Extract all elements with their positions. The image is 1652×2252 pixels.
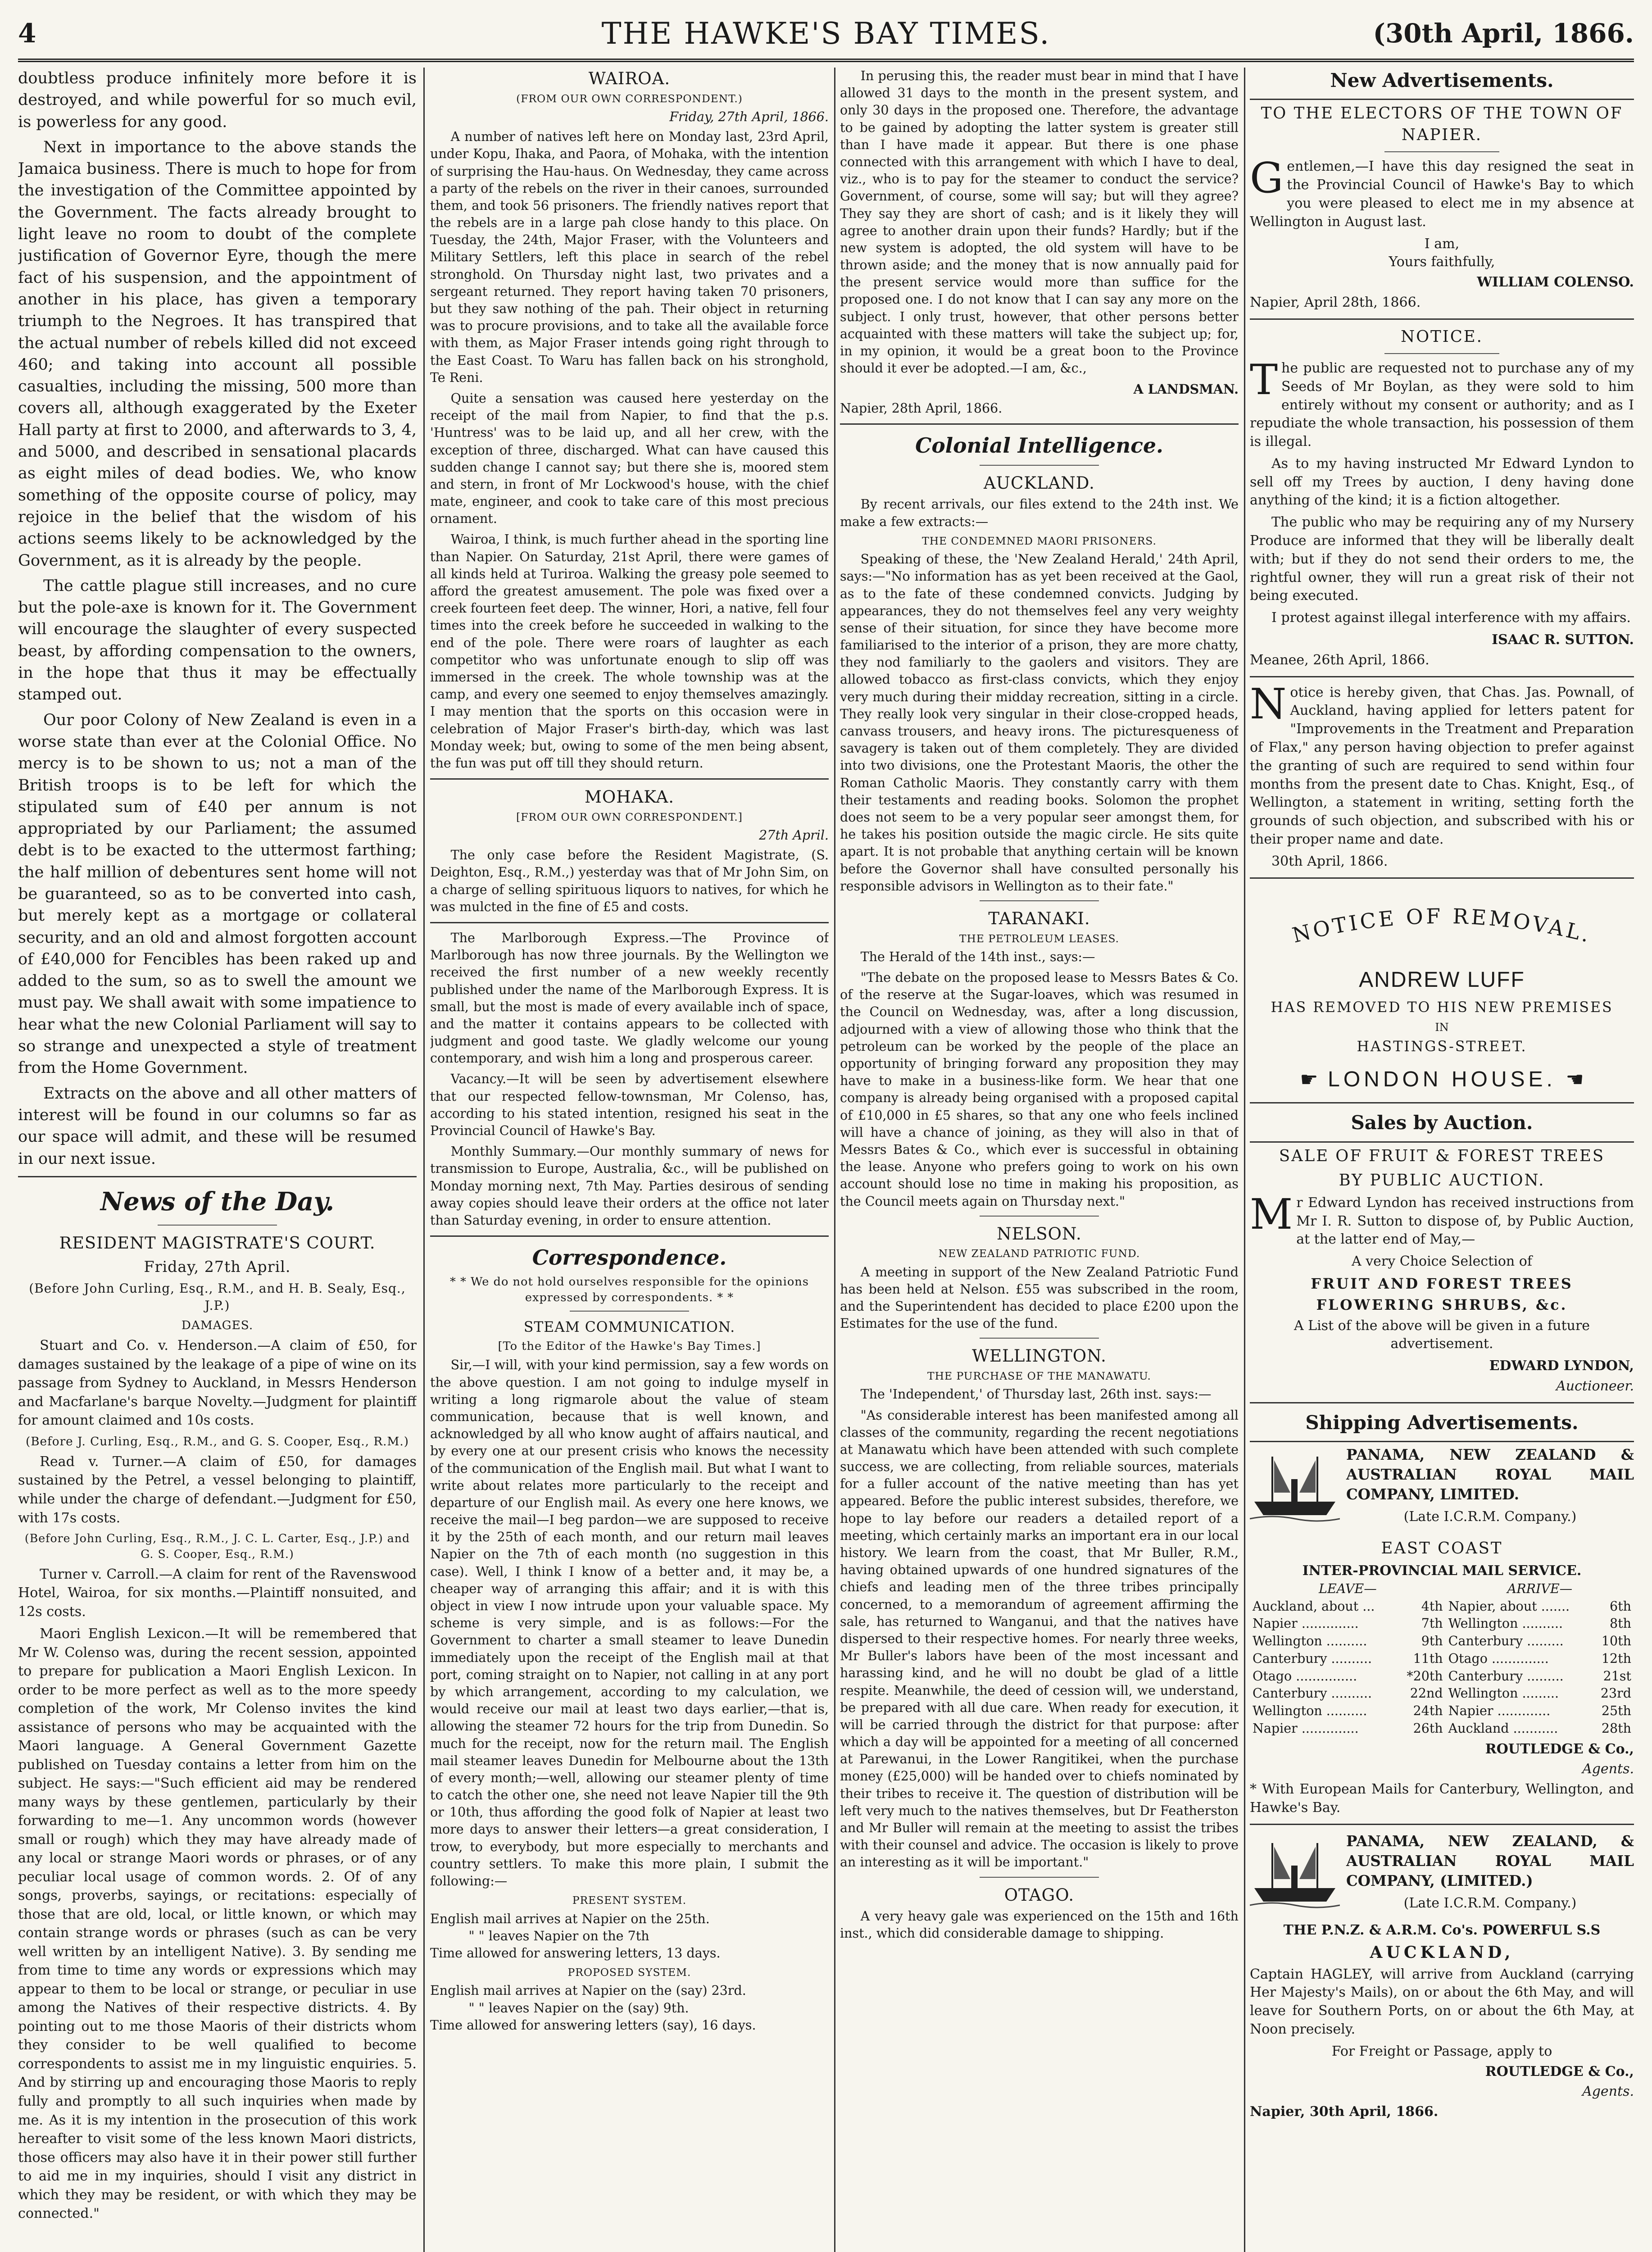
removal-heading: NOTICE OF REMOVAL. [1289, 904, 1595, 948]
removal-ad [1250, 885, 1634, 1094]
column-1 [18, 68, 417, 2252]
divider [980, 1216, 1099, 1217]
schedule-row [1250, 1703, 1634, 1720]
taranaki-heading: TARANAKI. [988, 908, 1090, 928]
nelson-subheading: NEW ZEALAND PATRIOTIC FUND. [938, 1247, 1140, 1260]
schedule-day: 11th [1413, 1651, 1443, 1666]
luff-in: IN [1435, 1021, 1449, 1034]
wairoa-date: Friday, 27th April, 1866. [669, 109, 829, 124]
article-paragraph: "The debate on the proposed lease to Messrs Bates & Co. of the reserve at the Sugar-loaves, which was resumed in the Council on Wednesday, was, after a long discussion, adjourned with a view of allowing those who think that the petroleum can be worked by the people of the place an opportunity of bringing forward any proposition they may have to make in a business-like form. We hear that one company is already being organised with a proposed capital of £10,000 in £5 shares, so that any one who feels inclined will have a chance of joining, as they will also in that of Messrs Bates & Co., which ever is successful in obtaining the lease. Anyone who prefers going to work on his own account should lose no time in making his proposition, as the Council meets again on Thursday next." [840, 970, 1239, 1209]
luff-line: HAS REMOVED TO HIS NEW PREMISES [1271, 999, 1613, 1016]
section-rule [430, 778, 829, 780]
luff-name: ANDREW LUFF [1359, 967, 1525, 992]
schedule-day: 22nd [1410, 1686, 1443, 1701]
company-former: (Late I.C.R.M. Company.) [1403, 1895, 1577, 1911]
company-former: (Late I.C.R.M. Company.) [1403, 1509, 1577, 1525]
divider [980, 900, 1099, 901]
schedule-port: Auckland, about ... [1253, 1598, 1375, 1614]
schedule-port: Napier .............. [1253, 1721, 1359, 1736]
sales-heading: Sales by Auction. [1351, 1112, 1533, 1134]
fruit-sale-heading: SALE OF FRUIT & FOREST TREES [1279, 1146, 1605, 1165]
ad-line: A very Choice Selection of [1352, 1253, 1532, 1270]
article-paragraph: doubtless produce infinitely more before it is destroyed, and while powerful for so much evil, is powerless for any good. [18, 69, 417, 131]
ad-date: 30th April, 1866. [1271, 853, 1388, 869]
schedule-day: 12th [1601, 1651, 1631, 1666]
column-2 [430, 68, 829, 2252]
schedule-port: Canterbury ......... [1448, 1668, 1564, 1684]
column-4 [1250, 68, 1634, 2252]
schedule-day: 10th [1601, 1634, 1631, 1649]
schedule-port: Canterbury ......... [1448, 1634, 1564, 1649]
present-system-heading: PRESENT SYSTEM. [572, 1894, 687, 1907]
court-bench: (Before J. Curling, Esq., R.M., and G. S. Cooper, Esq., R.M.) [26, 1435, 409, 1448]
schedule-day: 23rd [1600, 1686, 1631, 1701]
service-heading: INTER-PROVINCIAL MAIL SERVICE. [1302, 1563, 1582, 1579]
shipping-heading: Shipping Advertisements. [1305, 1411, 1579, 1434]
present-system-line: " " leaves Napier on the 7th [468, 1928, 649, 1943]
ad-emphasis: FLOWERING SHRUBS, &c. [1316, 1296, 1568, 1313]
agent-role: Agents. [1582, 1761, 1634, 1777]
article-paragraph: The Herald of the 14th inst., says:— [860, 949, 1095, 964]
ad-emphasis: FRUIT AND FOREST TREES [1311, 1276, 1573, 1293]
schedule-day: 25th [1601, 1703, 1631, 1719]
section-rule [1250, 318, 1634, 320]
steamship-icon [1250, 1834, 1340, 1911]
section-rule [430, 1235, 829, 1237]
steamship-icon [1250, 1448, 1340, 1524]
ad-paragraph: The public are requested not to purchase any of my Seeds of Mr Boylan, as they were sold to him entirely without my consent or authority; and as I repudiate the whole transaction, his possession of them is illegal. [1250, 355, 1634, 450]
schedule-row [1250, 1685, 1634, 1703]
column-3 [840, 68, 1239, 2252]
company-name: PANAMA, NEW ZEALAND & AUSTRALIAN ROYAL MAIL COMPANY, LIMITED. [1346, 1446, 1634, 1503]
article-paragraph: A number of natives left here on Monday last, 23rd April, under Kopu, Ihaka, and Paora, of Mohaka, with the intention of surprising the Hau-haus. On Wednesday, they came across a party of the rebels on the river in their canoes, surrounded them, and took 56 prisoners. The friendly natives report that the rebels are in a large pah close handy to this place. On Tuesday, the 24th, Major Fraser, with the Volunteers and Military Settlers, left this place in search of the rebel stronghold. On Thursday night last, two privates and a sergeant returned. They report having taken 70 prisoners, but they saw nothing of the pah. Their object in returning was to procure provisions, and to take all the available force with them, as Major Fraser intends going right through to the East Coast. To Waru has fallen back on his stronghold, Te Reni. [430, 129, 829, 385]
ad-line: A List of the above will be given in a future advertisement. [1293, 1317, 1590, 1352]
schedule-row [1250, 1668, 1634, 1685]
letter-paragraph: Sir,—I will, with your kind permission, say a few words on the above question. I am not going to indulge myself in writing a long rigmarole about the value of steam communication, because that is well known, and acknowledged by all who know aught of affairs nautical, and by every one at our present crisis who knows the necessity of the communication of the English mail. But what I want to write about relates more particularly to the receipt and departure of our English mail. As every one here knows, we receive the mail—I beg pardon—we are supposed to receive it by the 25th of each month, and our return mail leaves Napier on the 7th of each month (no suggestion in this case). Well, I think I know of a better and, it may be, a cheaper way of arranging this affair; and it is with this object in view I now intrude upon your valuable space. My scheme is very simple, and is as follows:—For the Government to charter a small steamer to leave Dunedin immediately upon the receipt of the English mail at that port, coming straight on to Napier, not calling in at any port by which arrangement, according to my calculation, we would receive our mail at least two days earlier,—that is, allowing the steamer 72 hours for the trip from Dunedin. So much for the receipt, now for the return mail. The English mail steamer leaves Dunedin for Melbourne about the 13th of every month;—well, allowing our steamer plenty of time to catch the other one, she need not leave Napier till the 9th or 10th, thus affording the good folk of Napier at least two more days to answer their letters—a great consideration, I trow, to everybody, but more especially to merchants and country settlers. To make this more plain, I submit the following:— [430, 1358, 829, 1889]
ad-paragraph: Mr Edward Lyndon has received instructions from Mr I. R. Sutton to dispose of, by Public Auction, at the latter end of May,— [1250, 1190, 1634, 1248]
schedule-row [1250, 1633, 1634, 1650]
ad-line: For Freight or Passage, apply to [1331, 2043, 1552, 2059]
ad-line: Yours faithfully, [1389, 254, 1495, 270]
court-case: Turner v. Carroll.—A claim for rent of the Ravenswood Hotel, Wairoa, for six months.—Plaintiff nonsuited, and 12s costs. [18, 1566, 417, 1620]
wellington-subheading: THE PURCHASE OF THE MANAWATU. [927, 1370, 1151, 1383]
leave-header: LEAVE— [1318, 1581, 1377, 1596]
taranaki-subheading: THE PETROLEUM LEASES. [959, 932, 1120, 945]
schedule-port: Wellington ......... [1448, 1686, 1559, 1701]
schedule-header-row [1250, 1580, 1634, 1598]
ad-footnote: * With European Mails for Canterbury, Wellington, and Hawke's Bay. [1250, 1781, 1634, 1816]
schedule-row [1250, 1720, 1634, 1738]
mohaka-byline: [FROM OUR OWN CORRESPONDENT.] [516, 810, 743, 823]
column-divider [834, 68, 835, 2252]
divider [158, 1225, 277, 1226]
letter-paragraph: In perusing this, the reader must bear in mind that I have allowed 31 days to the month in the present system, and only 30 days in the proposed one. Therefore, the advantage to be gained by adopting the latter system is greater still than I have made it appear. But there is one phase connected with this arrangement with which I have to deal, viz., who is to pay for the steamer to conduct the service? Government, of course, some will say; but will they agree? They say they are short of cash; and is it likely they will agree to another drain upon their funds? Hardly; but if the new system is adopted, the old system will have to be thrown aside; and the money that is now annually paid for the present service would more than suffice for the proposed one. I do not know that I can say any more on the subject. I only trust, however, that other persons better acquainted with these matters will take the subject up; for, in my opinion, it would be a great boon to the Province should it ever be adopted.—I am, &c., [840, 68, 1239, 376]
ad-signature: ISAAC R. SUTTON. [1492, 632, 1634, 648]
court-heading: RESIDENT MAGISTRATE'S COURT. [59, 1233, 376, 1253]
schedule-port: Napier, about ....... [1448, 1598, 1570, 1614]
steam-to-editor: [To the Editor of the Hawke's Bay Times.] [498, 1339, 761, 1353]
nelson-heading: NELSON. [997, 1224, 1082, 1244]
colonial-intelligence-heading: Colonial Intelligence. [915, 433, 1163, 458]
luff-street: HASTINGS-STREET. [1357, 1039, 1527, 1055]
court-case: Stuart and Co. v. Henderson.—A claim of £50, for damages sustained by the leakage of a pipe of wine on its passage from Sydney to Auckland, in Messrs Henderson and Macfarlane's barque Novelty.—Judgment for plaintiff for amount claimed and 10s costs. [18, 1338, 417, 1429]
newspaper-title: THE HAWKE'S BAY TIMES. [601, 16, 1051, 51]
section-rule [18, 1176, 417, 1177]
news-item: Monthly Summary.—Our monthly summary of news for transmission to Europe, Australia, &c., will be published on Monday morning next, 7th May. Parties desirous of sending away copies should leave their orders at the office not later than Saturday evening, in order to ensure attention. [430, 1144, 829, 1228]
ad-paragraph: Captain HAGLEY, will arrive from Auckland (carrying Her Majesty's Mails), on or about the 6th May, and will leave for Southern Ports, on or about the 6th May, at Noon precisely. [1250, 1966, 1634, 2037]
article-paragraph: The only case before the Resident Magistrate, (S. Deighton, Esq., R.M.,) yesterday was that of Mr John Sim, on a charge of selling spirituous liquors to natives, for which he was mulcted in the fine of £5 and costs. [430, 848, 829, 914]
ad-date: Napier, 30th April, 1866. [1250, 2104, 1439, 2120]
svg-text:NOTICE OF REMOVAL. [1289, 904, 1594, 947]
damages-subheading: DAMAGES. [181, 1318, 254, 1332]
agent-name: ROUTLEDGE & Co., [1485, 1741, 1634, 1757]
page-number: 4 [18, 18, 36, 49]
panama-ad-2 [1250, 1831, 1634, 1921]
section-rule [1250, 1141, 1634, 1143]
arrive-header: ARRIVE— [1507, 1581, 1573, 1596]
agent-role: Agents. [1582, 2084, 1634, 2100]
schedule-day: 21st [1603, 1668, 1631, 1684]
article-paragraph: Our poor Colony of New Zealand is even in a worse state than ever at the Colonial Office. No mercy is to be shown to us; not a man of the British troops is to be left for which the stipulated sum of £40 per annum is not appropriated by our Parliament; the assumed debt is to be exacted to the uttermost farthing; the half million of debentures sent home will not be guaranteed, so as to be converted into cash, but merely kept as a mortgage or collateral security, and an old and almost forgotten account of £40,000 for Fencibles has been raked up and added to the sum, so as to swell the amount we must pay. We shall await with some impatience to hear what the new Colonial Parliament will say to so strange and unexpected a style of treatment from the Home Government. [18, 711, 417, 1077]
lexicon-item: Maori English Lexicon.—It will be remembered that Mr W. Colenso was, during the recent session, appointed to prepare for publication a Maori English Lexicon. In order to be more perfect as well as to the more speedy completion of the work, Mr Colenso invites the kind assistance of persons who may be acquainted with the Maori language. A General Government Gazette published on Tuesday contains a letter from him on the subject. He says:—"Such efficient aid may be rendered many ways by these gentlemen, particularly by their forwarding to me—1. Any uncommon words (however small or rough) which they may have already made of any local or strange Maori words or phrases, or of any peculiar local usage of common words. 2. Of of any songs, proverbs, sayings, or recitations: especially of those that are old, local, or little known, or which may contain strange words or phrases (such as can be very well written by an intelligent Native). 3. By sending me from time to time any words or expressions which may appear to them to be local or strange, or peculiar in use among the Natives of their respective districts. 4. By pointing out to me those Maoris of their districts whom they consider to be well qualified to become correspondents to assist me in my linguistic enquiries. 5. And by stirring up and encouraging those Maoris to reply fully and promptly to all such inquiries when made by me. As it is my intention in the prosecution of this work hereafter to visit some of the less known Maori districts, those officers may also have it in their power still further to aid me in my inquiries, should I visit any district in which they may be resident, or with which they may be connected." [18, 1626, 417, 2222]
schedule-port: Auckland ........... [1448, 1721, 1558, 1736]
hand-pointer-icon: ☚ [1566, 1067, 1584, 1092]
schedule-port: Napier .............. [1253, 1616, 1359, 1631]
news-item: Vacancy.—It will be seen by advertisement elsewhere that our respected fellow-townsman, Mr Colenso, has, according to his stated intention, resigned his seat in the Provincial Council of Hawke's Bay. [430, 1072, 829, 1139]
ad-paragraph: As to my having instructed Mr Edward Lyndon to sell off my Trees by auction, I deny having done anything of the kind; it is a fiction altogether. [1250, 455, 1634, 509]
masthead-rule [18, 59, 1634, 62]
schedule-day: 24th [1413, 1703, 1443, 1719]
proposed-system-heading: PROPOSED SYSTEM. [567, 1966, 691, 1979]
section-rule [1250, 1441, 1634, 1442]
section-rule [1250, 877, 1634, 879]
article-paragraph: Speaking of these, the 'New Zealand Herald,' 24th April, says:—"No information has as yet been received at the Gaol, as to the fate of these condemned convicts. Judging by appearances, they do not themselves feel any very weighty sense of their situation, for since they have become more familiarised to the interior of a prison, they are more chatty, they nod familiarly to the gaolers and visitors. They are allowed tobacco as first-class convicts, which they enjoy very much during their midday recreation, sitting in a circle. They really look very singular in their close-cropped heads, canvass trousers, and heavy irons. The picturesqueness of savagery is taken out of them completely. They are divided into two divisions, one the Protestant Maoris, the other the Roman Catholic Maoris. They constantly carry with them their testaments and reading books. Solomon the prophet does not seem to be a very popular seer amongst them, for he takes his position outside the magic circle. He sits quite apart. It is not probable that anything certain will be known before the Governor shall have consulted personally his responsible advisors in Wellington as to their fate." [840, 552, 1239, 894]
schedule-row [1250, 1615, 1634, 1633]
divider [980, 465, 1099, 466]
article-paragraph: Quite a sensation was caused here yesterday on the receipt of the mail from Napier, to find that the p.s. 'Huntress' was to be laid up, and all her crew, with the exception of three, discharged. What can have caused this sudden change I cannot say; but there she is, moored stem and stern, in front of Mr Lockwood's house, with the chief mate, engineer, and cook to take care of this most precious ornament. [430, 390, 829, 527]
schedule-day: 4th [1421, 1598, 1443, 1614]
schedule-row [1250, 1650, 1634, 1668]
ad-paragraph: I protest against illegal interference with my affairs. [1271, 610, 1631, 626]
schedule-day: *20th [1407, 1668, 1443, 1684]
otago-heading: OTAGO. [1004, 1885, 1075, 1905]
schedule-port: Otago .............. [1448, 1651, 1549, 1666]
auckland-heading: AUCKLAND. [984, 473, 1095, 493]
proposed-system-line: Time allowed for answering letters (say), 16 days. [430, 2017, 756, 2033]
ad-signature: EDWARD LYNDON, [1489, 1358, 1634, 1374]
schedule-day: 9th [1421, 1634, 1443, 1649]
court-case: Read v. Turner.—A claim of £50, for damages sustained by the Petrel, a vessel belonging to plaintiff, while under the charge of defendant.—Judgment for £50, with 17s costs. [18, 1453, 417, 1526]
steam-heading: STEAM COMMUNICATION. [523, 1319, 735, 1335]
schedule-port: Canterbury .......... [1253, 1686, 1372, 1701]
london-house-text: LONDON HOUSE. [1328, 1067, 1556, 1092]
article-paragraph: A very heavy gale was experienced on the 15th and 16th inst., which did considerable damage to shipping. [840, 1909, 1239, 1941]
article-paragraph: Wairoa, I think, is much further ahead in the sporting line than Napier. On Saturday, 21st April, there were games of all kinds held at Turiroa. Walking the greasy pole seemed to afford the greatest amusement. The pole was fixed over a creek fourteen feet deep. The winner, Hori, a native, fell four times into the creek before he succeeded in walking to the end of the pole. There were roars of laughter as each competitor who was unfortunate enough to slip off was immersed in the creek. The whole township was at the camp, and every one seemed to enjoy themselves amazingly. I may mention that the sports on this occasion were in celebration of Major Fraser's birth-day, which was last Monday week; but, owing to some of the men being absent, the fun was put off till they should return. [430, 532, 829, 771]
letter-place-date: Napier, 28th April, 1866. [840, 400, 1003, 416]
correspondence-heading: Correspondence. [532, 1245, 727, 1270]
schedule-day: 6th [1610, 1598, 1631, 1614]
present-system-line: Time allowed for answering letters, 13 days. [430, 1945, 721, 1961]
court-bench: (Before John Curling, Esq., R.M., J. C. L. Carter, Esq., J.P.) and G. S. Cooper, Esq., R.M.) [24, 1532, 410, 1561]
article-paragraph: "As considerable interest has been manifested among all classes of the community, regarding the recent negotiations at Manawatu which have been attended with such complete success, we are collecting, from reliable sources, materials for a fuller account of the native meeting than has yet appeared. Before the public interest subsides, therefore, we hope to lay before our readers a detailed report of a meeting, which certainly marks an important era in our local history. We learn from the coast, that Mr Buller, R.M., having obtained upwards of one hundred signatures of the chiefs and leading men of the three tribes principally concerned, to a memorandum of agreement affirming the sale, has returned to Wanganui, and that the natives have dispersed to their respective homes. For nearly three weeks, Mr Buller's labors have been of the most incessant and harassing kind, and he will no doubt be glad of a little respite. Meanwhile, the deed of cession will, we understand, be prepared with all due care. When ready for execution, it will be carried through the district for that purpose: after which a day will be appointed for a meeting of all concerned at Parewanui, in the Lower Rangitikei, when the purchase money (£25,000) will be handed over to chiefs nominated by their tribes to receive it. The question of distribution will be left very much to the natives themselves, but Dr Featherston and Mr Buller will remain at the meeting to assist the tribes with their counsel and advice. The occasion is likely to prove an interesting as it will be important." [840, 1408, 1239, 1870]
electors-heading: TO THE ELECTORS OF THE TOWN OF NAPIER. [1261, 104, 1623, 145]
notice-of-removal-arc [1257, 885, 1627, 962]
schedule-day: 28th [1601, 1721, 1631, 1736]
masthead [18, 8, 1634, 58]
column-divider [1244, 68, 1245, 2252]
auckland-subheading: THE CONDEMNED MAORI PRISONERS. [922, 534, 1157, 547]
proposed-system-line: " " leaves Napier on the (say) 9th. [468, 2000, 689, 2016]
ad-paragraph: Gentlemen,—I have this day resigned the seat in the Provincial Council of Hawke's Bay to which you were pleased to elect me in my absence at Wellington in August last. [1250, 154, 1634, 230]
court-bench: (Before John Curling, Esq., R.M., and H. B. Sealy, Esq., J.P.) [29, 1280, 406, 1313]
mail-schedule-table [1250, 1580, 1634, 1738]
column-divider [423, 68, 425, 2252]
article-paragraph: Extracts on the above and all other matters of interest will be found in our columns so far as our space will admit, and these will be resumed in our next issue. [18, 1084, 417, 1168]
notice-heading: NOTICE. [1401, 327, 1483, 346]
ad-role: Auctioneer. [1556, 1378, 1634, 1394]
section-rule [1250, 1102, 1634, 1103]
ship-name: AUCKLAND, [1370, 1943, 1514, 1962]
east-coast-heading: EAST COAST [1381, 1539, 1503, 1557]
agent-name: ROUTLEDGE & Co., [1485, 2063, 1634, 2079]
schedule-port: Napier ............. [1448, 1703, 1551, 1719]
schedule-port: Wellington .......... [1253, 1703, 1367, 1719]
ad-paragraph: The public who may be requiring any of my Nursery Produce are informed that they will be liberally dealt with; but if they do not send their orders to me, the rightful owner, they will run a great risk of their not being executed. [1250, 514, 1634, 604]
section-rule [1250, 1402, 1634, 1403]
wellington-heading: WELLINGTON. [972, 1346, 1107, 1366]
section-rule [1250, 99, 1634, 100]
divider [1384, 151, 1500, 152]
proposed-system-line: English mail arrives at Napier on the (say) 23rd. [430, 1983, 746, 1998]
ship-line: THE P.N.Z. & A.R.M. Co's. POWERFUL S.S [1283, 1922, 1601, 1938]
article-paragraph: By recent arrivals, our files extend to the 24th inst. We make a few extracts:— [840, 497, 1239, 529]
article-paragraph: The 'Independent,' of Thursday last, 26th inst. says:— [860, 1387, 1212, 1402]
schedule-port: Otago ............... [1253, 1668, 1357, 1684]
letter-signature: A LANDSMAN. [1133, 381, 1239, 397]
schedule-port: Canterbury .......... [1253, 1651, 1372, 1666]
schedule-rows [1250, 1598, 1634, 1738]
panama-ad-1 [1250, 1445, 1634, 1535]
section-rule [1250, 676, 1634, 677]
mohaka-heading: MOHAKA. [584, 787, 675, 807]
ad-line: I am, [1424, 236, 1460, 252]
ad-date: Napier, April 28th, 1866. [1250, 294, 1421, 310]
schedule-port: Wellington .......... [1253, 1634, 1367, 1649]
news-of-the-day-heading: News of the Day. [100, 1186, 335, 1217]
correspondence-note: * * We do not hold ourselves responsible for the opinions expressed by correspondents. * * [450, 1275, 809, 1304]
ad-paragraph: Notice is hereby given, that Chas. Jas. Pownall, of Auckland, having applied for letters patent for "Improvements in the Treatment and Preparation of Flax," any person having objection to prefer against the granting of such are required to send within four months from the present date to Chas. Knight, Esq., of Wellington, a statement in writing, setting forth the grounds of such objection, and subscribed with his or their proper name and date. [1250, 679, 1634, 848]
schedule-port: Wellington .......... [1448, 1616, 1563, 1631]
divider [980, 1338, 1099, 1339]
present-system-line: English mail arrives at Napier on the 25th. [430, 1911, 710, 1926]
article-paragraph: Next in importance to the above stands the Jamaica business. There is much to hope for from the investigation of the Committee appointed by the Government. The facts already brought to light leave no room to doubt of the complete justification of Governor Eyre, though the mere fact of his suspension, and the appointment of another in his place, has given a temporary triumph to the Negroes. It has transpired that the actual number of rebels killed did not exceed 460; and taking into account all possible casualties, including the missing, 500 more than covers all, although exaggerated by the Exeter Hall party at first to 2000, and afterwards to 3, 4, and 5000, and described in sensational placards as eight miles of dead bodies. We, who know something of the opposite course of policy, may rejoice in the belief that the wisdom of his actions seems likely to be acknowledged by the Government, as it is already by the people. [18, 138, 417, 570]
schedule-day: 26th [1413, 1721, 1443, 1736]
divider [570, 1311, 690, 1312]
company-name: PANAMA, NEW ZEALAND, & AUSTRALIAN ROYAL MAIL COMPANY, (LIMITED.) [1346, 1832, 1634, 1889]
divider [1384, 353, 1500, 354]
london-house-banner [1250, 1065, 1634, 1094]
divider [980, 1877, 1099, 1878]
mohaka-date: 27th April. [759, 828, 829, 843]
news-item: The Marlborough Express.—The Province of Marlborough has now three journals. By the Wellington we received the first number of a new weekly recently published under the name of the Marlborough Express. It is small, but the most is made of every available inch of space, and the matter it contains appears to be collected with judgment and good taste. We gladly welcome our young contemporary, and wish him a long and prosperous career. [430, 930, 829, 1066]
article-paragraph: A meeting in support of the New Zealand Patriotic Fund has been held at Nelson. £55 was subscribed in the room, and the Superintendent has decided to place £200 upon the Estimates for the use of the fund. [840, 1264, 1239, 1331]
section-rule [430, 922, 829, 923]
article-paragraph: The cattle plague still increases, and no cure but the pole-axe is known for it. The Government will encourage the slaughter of every suspected beast, by affording compensation to the owners, in the hope that thus it may be effectually stamped out. [18, 577, 417, 704]
schedule-day: 8th [1610, 1616, 1631, 1631]
new-advertisements-heading: New Advertisements. [1330, 69, 1554, 91]
section-rule [1250, 1824, 1634, 1825]
schedule-day: 7th [1421, 1616, 1443, 1631]
issue-date: (30th April, 1866. [1373, 18, 1634, 49]
section-rule [840, 423, 1239, 425]
ad-signature: WILLIAM COLENSO. [1477, 274, 1634, 291]
hand-pointer-icon: ☛ [1300, 1067, 1318, 1092]
ad-date: Meanee, 26th April, 1866. [1250, 652, 1430, 668]
public-auction-heading: BY PUBLIC AUCTION. [1339, 1171, 1545, 1190]
court-date: Friday, 27th April. [144, 1258, 291, 1276]
wairoa-heading: WAIROA. [588, 69, 671, 88]
schedule-row [1250, 1598, 1634, 1616]
wairoa-byline: (FROM OUR OWN CORRESPONDENT.) [516, 92, 743, 105]
